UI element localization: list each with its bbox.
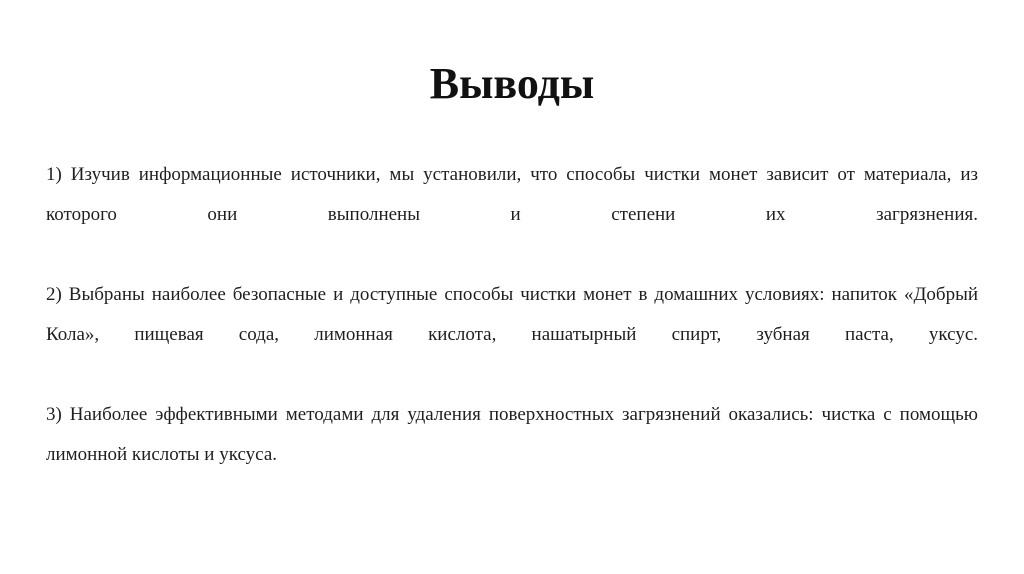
conclusion-item-1: 1) Изучив информационные источники, мы установили, что способы чистки монет зависит от материала, из которого они выполнены и степени их загрязнения. — [46, 164, 978, 225]
conclusions-list — [46, 155, 978, 515]
slide-title: Выводы — [429, 59, 595, 108]
conclusion-item-3: 3) Наиболее эффективными методами для удаления поверхностных загрязнений оказались: чистка с помощью лимонной кислоты и уксуса. — [46, 404, 978, 465]
conclusion-item-2: 2) Выбраны наиболее безопасные и доступные способы чистки монет в домашних условиях: напиток «Добрый Кола», пищевая сода, лимонная кислота, нашатырный спирт, зубная паста, уксус. — [46, 284, 978, 345]
